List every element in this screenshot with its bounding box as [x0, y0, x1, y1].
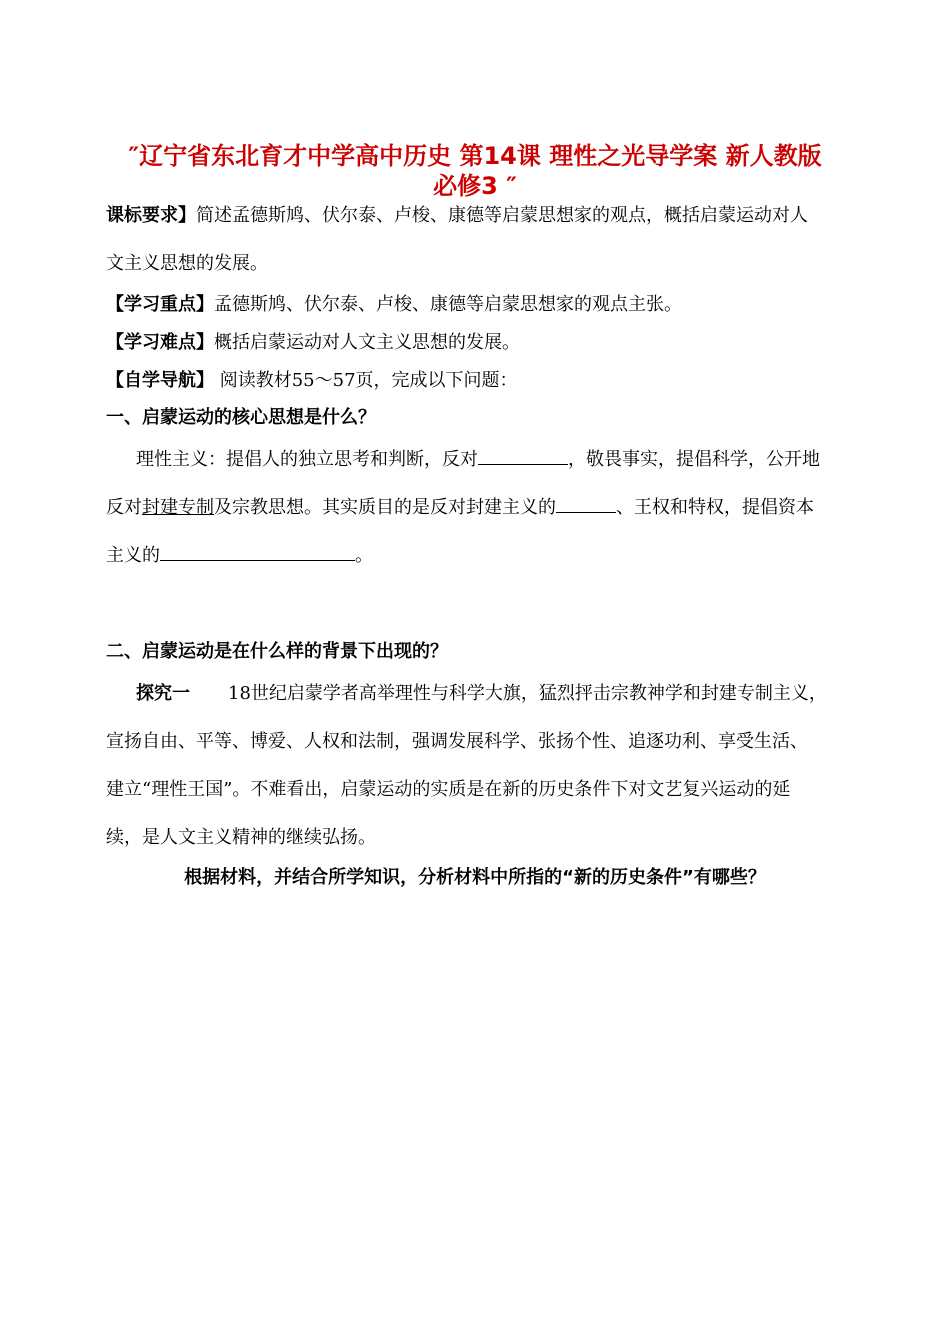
q1-paragraph-line-2	[106, 494, 814, 520]
q1-text-3b: 。	[355, 545, 373, 566]
document-title-line-2: 必修3 ″	[433, 172, 517, 200]
curriculum-requirement-label: 课标要求】	[106, 205, 196, 226]
curriculum-requirement-text-2: 文主义思想的发展。	[106, 253, 268, 274]
q1-paragraph-line-1	[136, 446, 820, 472]
q2-text-2: 宣扬自由、平等、博爱、人权和法制，强调发展科学、张扬个性、追逐功利、享受生活、	[106, 731, 808, 752]
fill-blank-3[interactable]	[160, 542, 355, 561]
self-study-guide-label: 【自学导航】	[106, 370, 214, 391]
q2-paragraph-line-4	[106, 826, 376, 850]
q1-text-3a: 主义的	[106, 545, 160, 566]
curriculum-requirement-cont	[106, 252, 268, 276]
question-2-heading: 二、启蒙运动是在什么样的背景下出现的？	[106, 641, 448, 662]
q2-text-3: 建立“理性王国”。不难看出，启蒙运动的实质是在新的历史条件下对文艺复兴运动的延	[106, 779, 791, 800]
fill-blank-1[interactable]	[478, 446, 568, 465]
q2-text-1: 18世纪启蒙学者高举理性与科学大旗，猛烈抨击宗教神学和封建专制主义，	[228, 683, 827, 704]
q2-paragraph-line-1	[136, 682, 827, 706]
study-focus-label: 【学习重点】	[106, 294, 214, 315]
question-1-heading: 一、启蒙运动的核心思想是什么？	[106, 407, 376, 428]
study-focus	[106, 293, 682, 317]
q1-text-2a: 反对	[106, 497, 142, 518]
q2-paragraph-line-3	[106, 778, 790, 802]
study-difficulty-label: 【学习难点】	[106, 332, 214, 353]
analysis-question: 根据材料，并结合所学知识，分析材料中所指的“新的历史条件”有哪些？	[184, 867, 766, 888]
q1-paragraph-line-3	[106, 542, 373, 568]
study-focus-text: 孟德斯鸠、伏尔泰、卢梭、康德等启蒙思想家的观点主张。	[214, 294, 682, 315]
self-study-guide	[106, 369, 518, 393]
self-study-guide-text: 阅读教材55～57页，完成以下问题：	[214, 370, 518, 391]
inquiry-one-label: 探究一	[136, 683, 190, 704]
document-title-line-1: ″辽宁省东北育才中学高中历史 第14课 理性之光导学案 新人教版	[128, 142, 822, 170]
q1-text-1a: 理性主义：提倡人的独立思考和判断，反对	[136, 449, 478, 470]
q1-text-2c: 、王权和特权，提倡资本	[616, 497, 814, 518]
study-difficulty	[106, 331, 520, 355]
q1-text-2b: 及宗教思想。其实质目的是反对封建主义的	[214, 497, 556, 518]
curriculum-requirement-text-1: 简述孟德斯鸠、伏尔泰、卢梭、康德等启蒙思想家的观点，概括启蒙运动对人	[196, 205, 808, 226]
q1-underlined-term: 封建专制	[142, 497, 214, 518]
curriculum-requirement	[106, 204, 808, 228]
fill-blank-2[interactable]	[556, 494, 616, 513]
q1-text-1b: ，敬畏事实，提倡科学，公开地	[568, 449, 820, 470]
study-difficulty-text: 概括启蒙运动对人文主义思想的发展。	[214, 332, 520, 353]
q2-text-4: 续，是人文主义精神的继续弘扬。	[106, 827, 376, 848]
q2-paragraph-line-2	[106, 730, 808, 754]
